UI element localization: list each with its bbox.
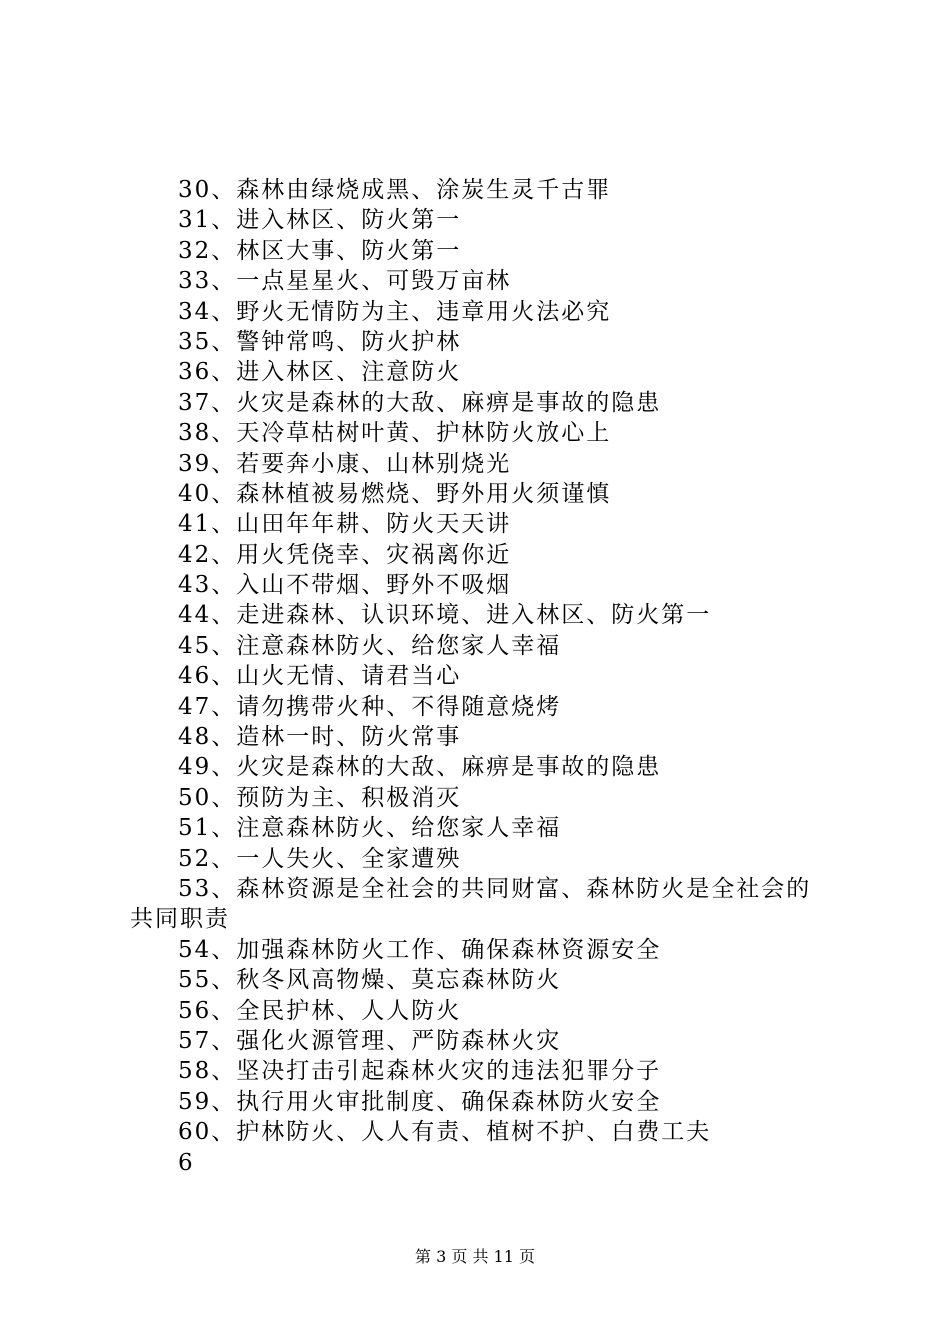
- slogan-line: 40、森林植被易燃烧、野外用火须谨慎: [178, 480, 612, 507]
- slogan-line: 55、秋冬风高物燥、莫忘森林防火: [178, 967, 562, 994]
- slogan-line: 30、森林由绿烧成黑、涂炭生灵千古罪: [178, 177, 612, 203]
- slogan-line: 45、注意森林防火、给您家人幸福: [178, 632, 562, 659]
- slogan-line: 52、一人失火、全家遭殃: [178, 845, 462, 872]
- slogan-line: 48、造林一时、防火常事: [178, 724, 462, 751]
- slogan-line: 36、进入林区、注意防火: [178, 359, 462, 386]
- slogan-line: 58、坚决打击引起森林火灾的违法犯罪分子: [178, 1058, 662, 1085]
- slogan-line: 39、若要奔小康、山林别烧光: [178, 450, 512, 477]
- slogan-line: 33、一点星星火、可毁万亩林: [178, 268, 512, 295]
- slogan-line: 60、护林防火、人人有责、植树不护、白费工夫: [178, 1119, 712, 1146]
- document-body: [130, 175, 830, 1178]
- slogan-line-wrapped-start: 53、森林资源是全社会的共同财富、森林防火是全社会的: [178, 875, 812, 902]
- slogan-line: 56、全民护林、人人防火: [178, 997, 462, 1024]
- slogan-line: 50、预防为主、积极消灭: [178, 784, 462, 811]
- slogan-line: 54、加强森林防火工作、确保森林资源安全: [178, 936, 662, 963]
- slogan-line-wrapped-continuation: 共同职责: [130, 906, 230, 933]
- page-footer: 第 3 页 共 11 页: [415, 1247, 535, 1266]
- slogan-line: 43、入山不带烟、野外不吸烟: [178, 572, 512, 599]
- slogan-line: 32、林区大事、防火第一: [178, 237, 462, 264]
- slogan-line: 37、火灾是森林的大敌、麻痹是事故的隐患: [178, 389, 662, 416]
- slogan-line: 35、警钟常鸣、防火护林: [178, 328, 462, 355]
- slogan-line: 57、强化火源管理、严防森林火灾: [178, 1027, 562, 1054]
- slogan-line: 51、注意森林防火、给您家人幸福: [178, 815, 562, 842]
- slogan-line: 41、山田年年耕、防火天天讲: [178, 511, 512, 538]
- slogan-line: 49、火灾是森林的大敌、麻痹是事故的隐患: [178, 754, 662, 781]
- slogan-line: 59、执行用火审批制度、确保森林防火安全: [178, 1088, 662, 1115]
- slogan-line: 47、请勿携带火种、不得随意烧烤: [178, 693, 562, 720]
- slogan-line: 31、进入林区、防火第一: [178, 207, 462, 234]
- slogan-line: 42、用火凭侥幸、灾祸离你近: [178, 541, 512, 568]
- trailing-fragment: 6: [178, 1149, 195, 1176]
- slogan-line: 46、山火无情、请君当心: [178, 663, 462, 690]
- slogan-line: 44、走进森林、认识环境、进入林区、防火第一: [178, 602, 712, 629]
- slogan-line: 34、野火无情防为主、违章用火法必究: [178, 298, 612, 325]
- slogan-line: 38、天冷草枯树叶黄、护林防火放心上: [178, 420, 612, 447]
